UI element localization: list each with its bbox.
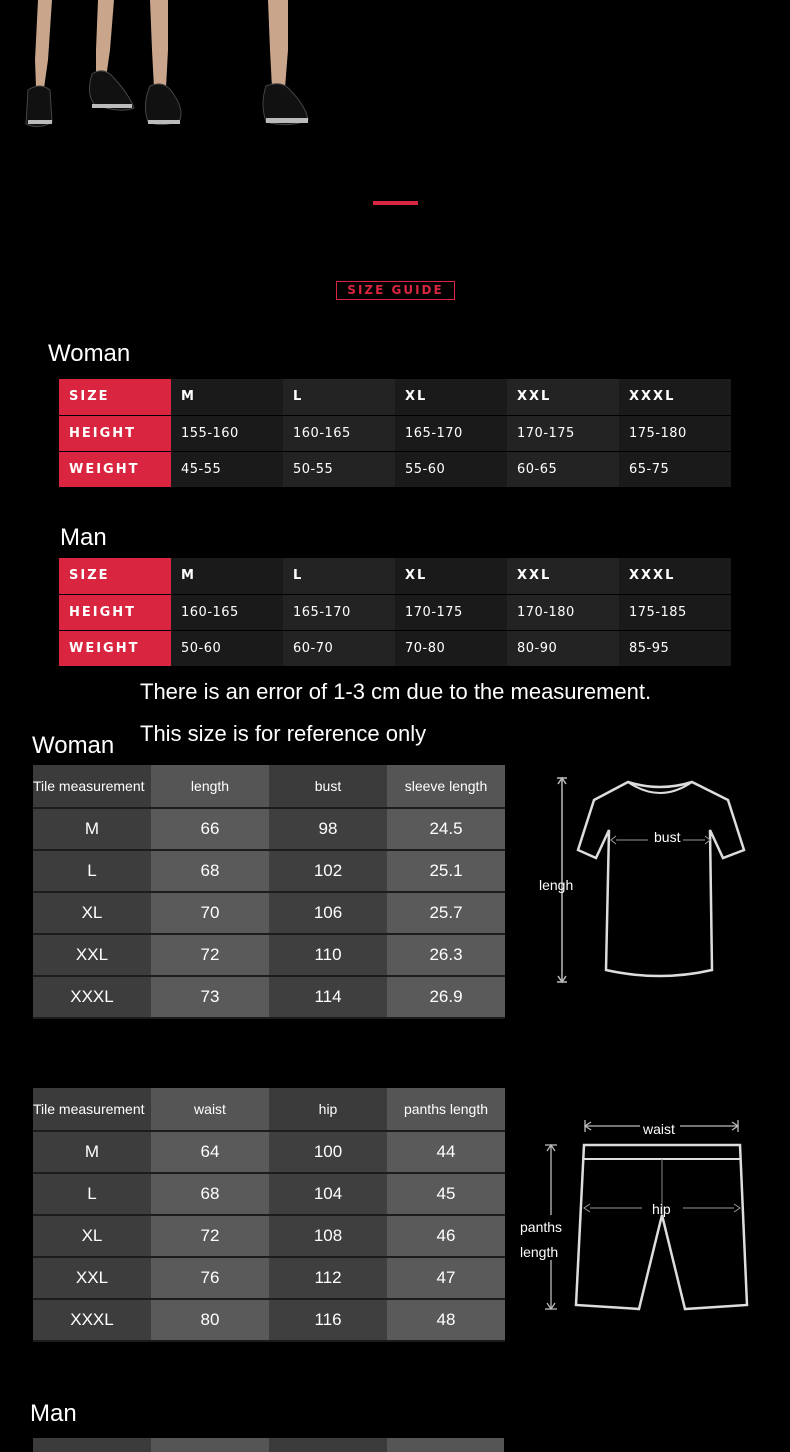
product-photo-legs bbox=[0, 0, 330, 135]
table-row bbox=[33, 808, 505, 850]
table-row bbox=[59, 594, 731, 630]
table-cell: XXL bbox=[507, 558, 619, 594]
table-cell: 98 bbox=[269, 808, 387, 850]
shorts-diagram bbox=[540, 1115, 755, 1320]
table-cell: 60-70 bbox=[283, 630, 395, 666]
measurement-error-note: There is an error of 1-3 cm due to the measurement. bbox=[140, 679, 652, 704]
table-cell: 70-80 bbox=[395, 630, 507, 666]
length-label: lengh bbox=[539, 877, 574, 893]
table-cell: 165-170 bbox=[283, 594, 395, 630]
column-header: waist bbox=[151, 1088, 269, 1131]
table-cell: 72 bbox=[151, 1215, 269, 1257]
table-row bbox=[33, 1131, 505, 1173]
table-cell: 48 bbox=[387, 1299, 505, 1341]
man-measurement-table-partial bbox=[33, 1438, 504, 1452]
table-row bbox=[59, 558, 731, 594]
table-header-row bbox=[33, 765, 505, 808]
table-cell: 175-180 bbox=[619, 415, 731, 451]
table-cell: 25.1 bbox=[387, 850, 505, 892]
table-cell: M bbox=[33, 808, 151, 850]
table-cell: 108 bbox=[269, 1215, 387, 1257]
table-cell: L bbox=[33, 1173, 151, 1215]
table-cell: 45 bbox=[387, 1173, 505, 1215]
table-cell: 116 bbox=[269, 1299, 387, 1341]
table-cell: XXXL bbox=[33, 1299, 151, 1341]
woman-shorts-table bbox=[33, 1088, 505, 1342]
table-cell: L bbox=[283, 379, 395, 415]
table-cell: M bbox=[33, 1131, 151, 1173]
row-label: HEIGHT bbox=[59, 415, 171, 451]
table-cell: 175-185 bbox=[619, 594, 731, 630]
table-row bbox=[33, 934, 505, 976]
table-cell: 26.9 bbox=[387, 976, 505, 1018]
waist-label: waist bbox=[643, 1121, 675, 1137]
row-label: WEIGHT bbox=[59, 630, 171, 666]
column-header: panths length bbox=[387, 1088, 505, 1131]
woman-size-table bbox=[59, 379, 731, 488]
table-cell: 64 bbox=[151, 1131, 269, 1173]
table-cell: XXXL bbox=[619, 558, 731, 594]
table-cell: 170-175 bbox=[395, 594, 507, 630]
table-cell: L bbox=[283, 558, 395, 594]
man-size-table bbox=[59, 558, 731, 667]
table-cell: 70 bbox=[151, 892, 269, 934]
man-measurement-heading: Man bbox=[30, 1400, 77, 1427]
row-label: SIZE bbox=[59, 379, 171, 415]
table-cell: 160-165 bbox=[171, 594, 283, 630]
row-label: WEIGHT bbox=[59, 451, 171, 487]
table-cell: 102 bbox=[269, 850, 387, 892]
table-row bbox=[33, 892, 505, 934]
column-header: bust bbox=[269, 765, 387, 808]
table-cell: 106 bbox=[269, 892, 387, 934]
table-cell: XL bbox=[33, 892, 151, 934]
table-cell: 68 bbox=[151, 850, 269, 892]
table-cell: 165-170 bbox=[395, 415, 507, 451]
table-cell: 112 bbox=[269, 1257, 387, 1299]
table-cell: 24.5 bbox=[387, 808, 505, 850]
table-cell: 80-90 bbox=[507, 630, 619, 666]
table-cell: 26.3 bbox=[387, 934, 505, 976]
table-cell: 68 bbox=[151, 1173, 269, 1215]
row-label: HEIGHT bbox=[59, 594, 171, 630]
table-cell: 50-55 bbox=[283, 451, 395, 487]
table-cell: 73 bbox=[151, 976, 269, 1018]
table-cell: 114 bbox=[269, 976, 387, 1018]
table-cell: XL bbox=[33, 1215, 151, 1257]
table-row bbox=[33, 976, 505, 1018]
table-cell: 170-175 bbox=[507, 415, 619, 451]
table-row bbox=[59, 451, 731, 487]
woman-size-heading: Woman bbox=[48, 340, 131, 367]
table-row bbox=[59, 630, 731, 666]
table-cell: M bbox=[171, 558, 283, 594]
row-label: SIZE bbox=[59, 558, 171, 594]
table-row bbox=[33, 1215, 505, 1257]
pants-length-label-line2: length bbox=[520, 1244, 559, 1260]
reference-note: This size is for reference only bbox=[140, 721, 427, 746]
table-cell: XXL bbox=[33, 934, 151, 976]
column-header: hip bbox=[269, 1088, 387, 1131]
table-cell: 44 bbox=[387, 1131, 505, 1173]
pants-length-label-line1: panths bbox=[520, 1219, 563, 1235]
table-cell: XXL bbox=[33, 1257, 151, 1299]
table-cell: M bbox=[171, 379, 283, 415]
section-divider bbox=[373, 201, 418, 205]
table-cell: 65-75 bbox=[619, 451, 731, 487]
hip-label: hip bbox=[652, 1201, 671, 1217]
table-cell: 80 bbox=[151, 1299, 269, 1341]
woman-shirt-heading: Woman bbox=[32, 732, 115, 759]
table-cell: 66 bbox=[151, 808, 269, 850]
column-header: Tile measurement bbox=[33, 765, 151, 808]
table-header-row bbox=[33, 1088, 505, 1131]
table-row bbox=[59, 415, 731, 451]
column-header: Tile measurement bbox=[33, 1088, 151, 1131]
column-header: length bbox=[151, 765, 269, 808]
table-cell: 100 bbox=[269, 1131, 387, 1173]
table-cell: L bbox=[33, 850, 151, 892]
table-cell: 55-60 bbox=[395, 451, 507, 487]
table-cell: 155-160 bbox=[171, 415, 283, 451]
table-cell: 46 bbox=[387, 1215, 505, 1257]
table-cell: 72 bbox=[151, 934, 269, 976]
table-cell: 60-65 bbox=[507, 451, 619, 487]
table-row bbox=[33, 1173, 505, 1215]
table-row bbox=[59, 379, 731, 415]
table-row bbox=[33, 850, 505, 892]
table-row bbox=[33, 1299, 505, 1341]
table-cell: XL bbox=[395, 379, 507, 415]
table-cell: 160-165 bbox=[283, 415, 395, 451]
table-cell: XXL bbox=[507, 379, 619, 415]
column-header: sleeve length bbox=[387, 765, 505, 808]
table-cell: XL bbox=[395, 558, 507, 594]
table-cell: 45-55 bbox=[171, 451, 283, 487]
bust-label: bust bbox=[654, 829, 681, 845]
table-cell: 110 bbox=[269, 934, 387, 976]
table-row bbox=[33, 1257, 505, 1299]
table-cell: 76 bbox=[151, 1257, 269, 1299]
table-cell: 104 bbox=[269, 1173, 387, 1215]
table-cell: 170-180 bbox=[507, 594, 619, 630]
table-cell: XXXL bbox=[33, 976, 151, 1018]
table-cell: 25.7 bbox=[387, 892, 505, 934]
table-cell: XXXL bbox=[619, 379, 731, 415]
table-cell: 85-95 bbox=[619, 630, 731, 666]
table-cell: 50-60 bbox=[171, 630, 283, 666]
man-size-heading: Man bbox=[60, 524, 107, 551]
woman-shirt-table bbox=[33, 765, 505, 1019]
table-cell: 47 bbox=[387, 1257, 505, 1299]
size-guide-badge: SIZE GUIDE bbox=[336, 281, 455, 300]
